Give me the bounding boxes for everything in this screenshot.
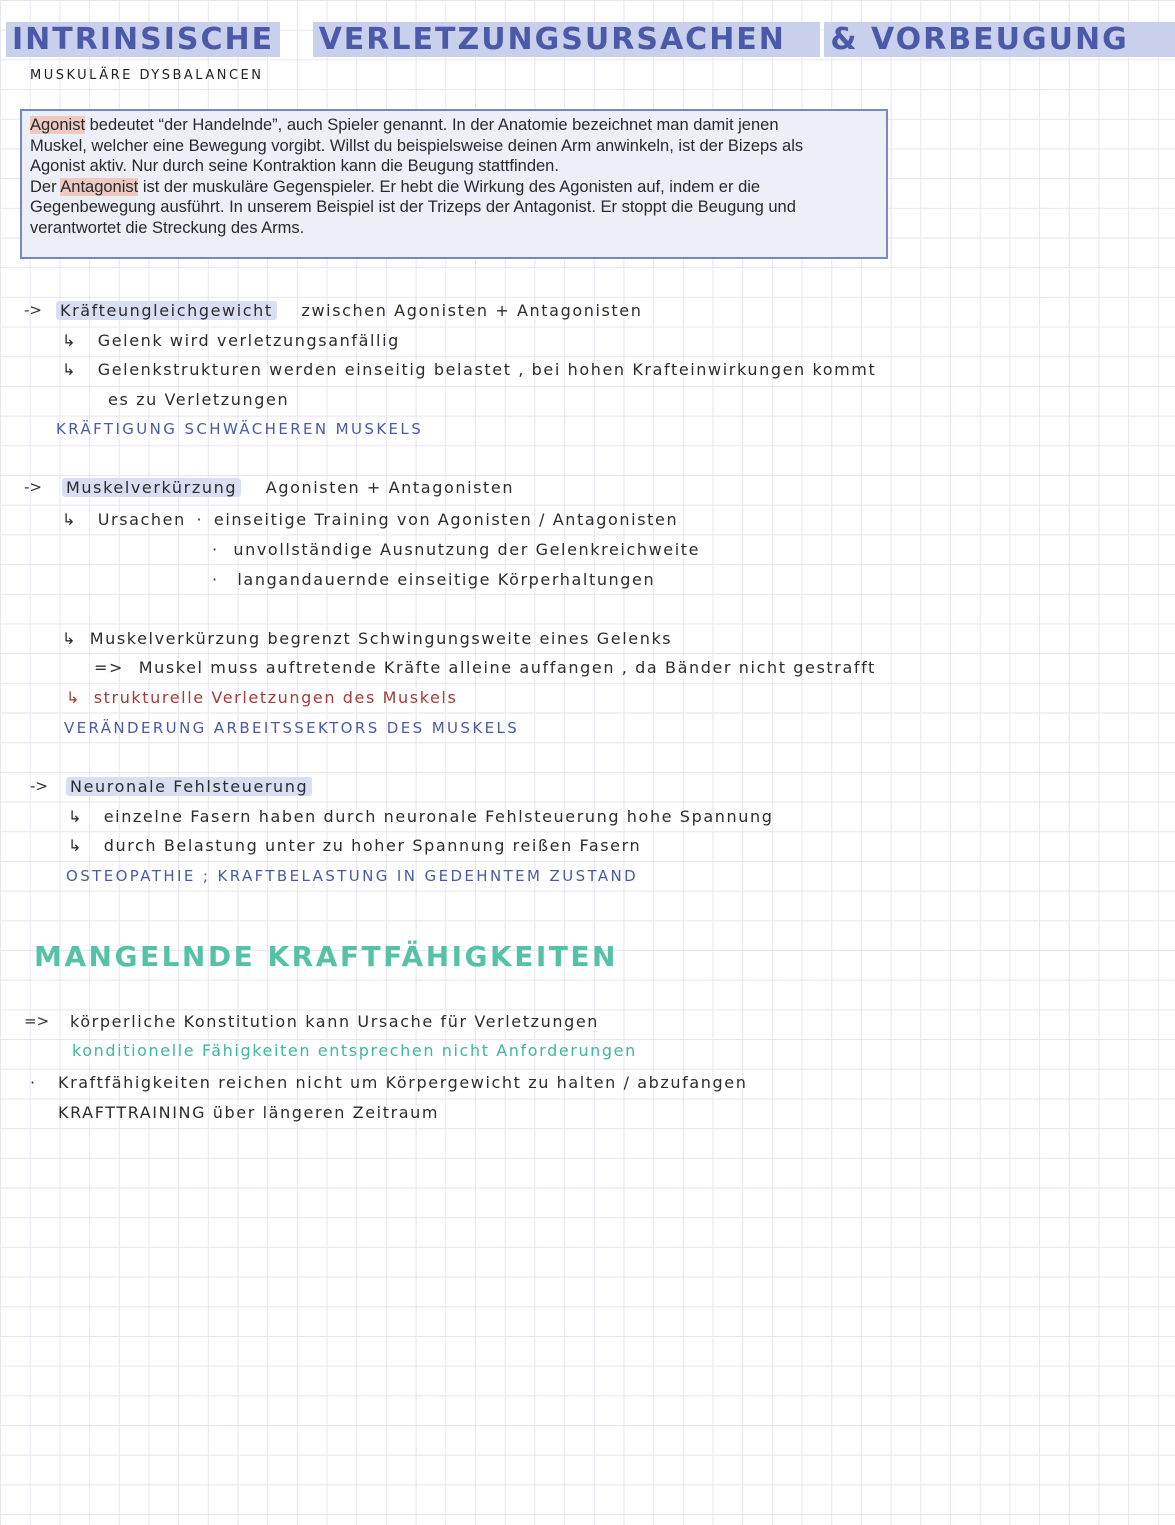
section4-line-2: konditionelle Fähigkeiten entsprechen nicht Anforderungen — [72, 1041, 637, 1060]
section2-effect-3: ↳ strukturelle Verletzungen des Muskels — [66, 688, 458, 707]
section2-term: Muskelverkürzung — [62, 478, 241, 497]
definition-line-2: Muskel, welcher eine Bewegung vorgibt. Willst du beispielsweise deinen Arm anwinkeln, ist der Bizeps als — [30, 136, 804, 155]
section1-sub-2: ↳ Gelenkstrukturen werden einseitig belastet , bei hohen Krafteinwirkungen kommt — [62, 360, 877, 379]
section4-line-1: körperliche Konstitution kann Ursache für Verletzungen — [70, 1012, 600, 1031]
sub-arrow-icon: ↳ — [62, 331, 78, 350]
section2-cause-3: · langandauernde einseitige Körperhaltungen — [212, 570, 656, 589]
section3-sub-2: ↳ durch Belastung unter zu hoher Spannung reißen Fasern — [68, 836, 642, 855]
section2-heading: Muskelverkürzung Agonisten + Antagonisten — [62, 478, 514, 497]
sub-arrow-icon: ↳ — [62, 360, 78, 379]
section4-heading: MANGELNDE KRAFTFÄHIGKEITEN — [34, 940, 618, 973]
section2-effect-1: ↳ Muskelverkürzung begrenzt Schwingungsweite eines Gelenks — [62, 629, 673, 648]
definition-line-6: verantwortet die Streckung des Arms. — [30, 218, 305, 237]
antagonist-term: Antagonist — [60, 177, 139, 196]
section3-sub-1: ↳ einzelne Fasern haben durch neuronale Fehlsteuerung hohe Spannung — [68, 807, 774, 826]
sub-arrow-icon: ↳ — [68, 807, 84, 826]
double-arrow-icon: => — [94, 658, 125, 677]
section2-prevention: VERÄNDERUNG ARBEITSSEKTORS DES MUSKELS — [64, 719, 520, 737]
section4-bullet: · — [30, 1073, 37, 1092]
section3-prevention: OSTEOPATHIE ; KRAFTBELASTUNG IN GEDEHNTEM ZUSTAND — [66, 867, 639, 885]
sub-arrow-icon: ↳ — [62, 629, 78, 648]
definition-line-5: Gegenbewegung ausführt. In unserem Beispiel ist der Trizeps der Antagonist. Er stoppt die Beugung und — [30, 198, 796, 217]
sub-arrow-icon: ↳ — [62, 510, 78, 529]
arrow-icon: -> — [30, 777, 48, 795]
definition-line-3: Agonist aktiv. Nur durch seine Kontraktion kann die Beugung stattfinden. — [30, 157, 559, 176]
section2-effect-2: => Muskel muss auftretende Kräfte alleine auffangen , da Bänder nicht gestrafft — [94, 658, 876, 677]
title-part-intrinsic: INTRINSISCHE — [6, 22, 280, 57]
page-title — [6, 22, 1175, 57]
definition-line-4: Der Antagonist ist der muskuläre Gegenspieler. Er hebt die Wirkung des Agonisten auf, indem er die — [30, 177, 761, 196]
section1-sub-2b: es zu Verletzungen — [108, 390, 290, 409]
section4-line-4: KRAFTTRAINING über längeren Zeitraum — [58, 1103, 440, 1122]
agonist-term: Agonist — [30, 116, 86, 134]
sub-arrow-icon: ↳ — [68, 836, 84, 855]
section2-causes: ↳ Ursachen · einseitige Training von Agonisten / Antagonisten — [62, 510, 679, 529]
definition-line-1: Agonist bedeutet “der Handelnde”, auch Spieler genannt. In der Anatomie bezeichnet man damit jenen — [30, 116, 779, 134]
bullet-icon: · — [196, 510, 204, 529]
title-part-prevention: & VORBEUGUNG — [824, 22, 1174, 57]
section2-cause-2: · unvollständige Ausnutzung der Gelenkreichweite — [212, 540, 701, 559]
double-arrow-icon: => — [24, 1012, 50, 1030]
title-part-causes: VERLETZUNGSURSACHEN — [313, 22, 820, 57]
arrow-icon: -> — [24, 301, 42, 319]
section3-term: Neuronale Fehlsteuerung — [66, 777, 312, 796]
section3-heading — [66, 777, 312, 796]
section1-heading: Kräfteungleichgewicht zwischen Agonisten + Antagonisten — [56, 301, 643, 320]
section4-line-3: Kraftfähigkeiten reichen nicht um Körpergewicht zu halten / abzufangen — [58, 1073, 748, 1092]
section1-prevention: KRÄFTIGUNG SCHWÄCHEREN MUSKELS — [56, 420, 424, 438]
definition-box — [20, 109, 888, 259]
section1-term: Kräfteungleichgewicht — [56, 301, 277, 320]
bullet-icon: · — [212, 540, 219, 559]
subtitle: MUSKULÄRE DYSBALANCEN — [30, 68, 264, 83]
sub-arrow-icon: ↳ — [66, 688, 82, 707]
arrow-icon: -> — [24, 478, 42, 496]
section1-sub-1: ↳ Gelenk wird verletzungsanfällig — [62, 331, 400, 350]
bullet-icon: · — [212, 570, 219, 589]
